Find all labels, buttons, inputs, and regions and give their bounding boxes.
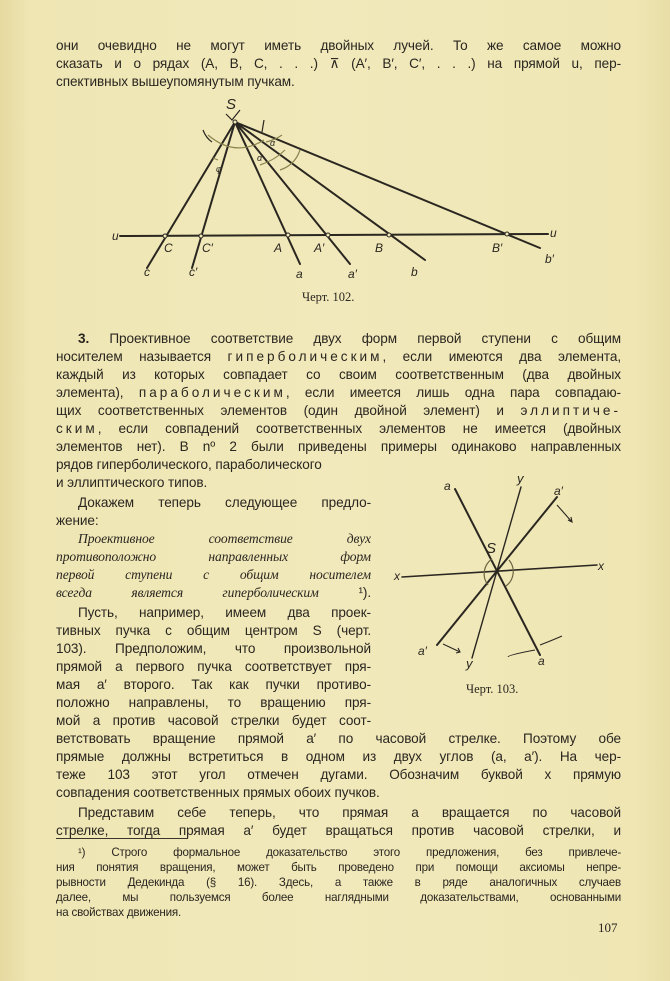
fig102-label-B: B	[375, 241, 384, 255]
footnote-line: ния понятия вращения, может быть проведено при помощи аксиомы непре-	[56, 861, 621, 874]
fig103-label-x-right: x	[598, 559, 604, 573]
fig102-label-b-prime: b′	[545, 252, 554, 266]
figure-102-caption: Черт. 102.	[302, 290, 355, 304]
fig102-angle-phi: φ	[216, 164, 222, 174]
section-3-line: ским, если совпадений соответственных элементов не имеется (двойных	[56, 421, 621, 436]
section-3-line: элементов нет). В nº 2 были приведены примеры одинаково направленных	[56, 439, 621, 454]
fig102-label-S: S	[226, 96, 237, 113]
footnote-line: ¹) Строго формальное доказательство этого предложения, без привлече-	[78, 846, 621, 859]
fig103-label-y-top: y	[517, 471, 524, 486]
proof-line: Пусть, например, имеем два проек-	[78, 605, 371, 620]
term-elliptic: эллиптиче-	[520, 403, 621, 418]
paragraph-line: стрелке, тогда прямая a′ будет вращаться против часовой стрелки, и	[56, 823, 621, 838]
text-line: спективных вышеупомянутым пучкам.	[56, 74, 295, 89]
fig102-label-c: c	[144, 265, 150, 279]
fig102-label-c-prime: c′	[189, 265, 198, 279]
figure-103-caption: Черт. 103.	[466, 682, 519, 696]
proposition-statement: первой ступени с общим носителем	[56, 567, 371, 582]
section-3-line: носителем называется гиперболическим, если имеются два элемента,	[56, 349, 621, 364]
fig103-label-y-bottom: y	[466, 656, 473, 671]
proof-line: совпадения соответственных прямых обоих пучков.	[56, 785, 380, 800]
footnote-line: рывности Дедекинда (§ 16). Здесь, а также в ряде аналогичных случаев	[56, 876, 621, 889]
term-hyperbolic: гиперболическим	[227, 349, 383, 364]
proposition-intro: жение:	[56, 513, 99, 528]
proof-line: теже 103 этот угол отмечен дугами. Обозначим буквой x прямую	[56, 767, 621, 782]
proof-line: ветствовать вращение прямой a′ по часовой стрелке. Поэтому обе	[56, 731, 621, 746]
footnote-line: далее, мы пользуемся более наглядными доказательствами, основанными	[56, 891, 621, 904]
text-line: они очевидно не могут иметь двойных лучей. То же самое можно	[56, 38, 621, 53]
footnote-divider	[56, 838, 188, 839]
fig102-label-A-prime: A′	[314, 241, 325, 255]
text-line: сказать и о рядах (A, B, C, . . .) ⊼ (A′, B′, C′, . . .) на прямой u, пер-	[56, 56, 621, 71]
fig102-label-B-prime: B′	[492, 241, 503, 255]
section-3-line: каждый из которых совпадает со своим соответственным (два двойных	[56, 367, 621, 382]
page-number: 107	[598, 920, 618, 935]
proof-line: тивных пучка с общим центром S (черт.	[56, 623, 371, 638]
section-3-line: и эллиптического типов.	[56, 475, 208, 490]
fig103-label-x-left: x	[394, 569, 400, 583]
fig103-label-a-prime-bottom: a′	[418, 644, 427, 658]
proof-line: мая a′ второго. Так как пучки противо-	[56, 677, 371, 692]
fig102-label-u-left: u	[112, 229, 119, 243]
fig103-label-S: S	[486, 540, 497, 557]
section-number: 3.	[78, 331, 90, 346]
proof-line: положно направлены, то вращению пря-	[56, 695, 371, 710]
footnote-line: на свойствах движения.	[56, 906, 182, 919]
section-3-line: щих соответственных элементов (один двойной элемент) и эллиптиче-	[56, 403, 621, 418]
fig102-label-C-prime: C′	[202, 241, 213, 255]
section-3-line: рядов гиперболического, параболического	[56, 457, 322, 472]
fig103-label-a-prime-top: a′	[554, 484, 563, 498]
proposition-statement: Проективное соответствие двух	[78, 531, 371, 546]
fig102-label-C: C	[164, 241, 173, 255]
proposition-statement: всегда является гиперболическим ¹).	[56, 585, 371, 600]
proposition-statement: противоположно направленных форм	[56, 549, 371, 564]
proof-line: прямой a первого пучка соответствует пря-	[56, 659, 371, 674]
fig102-label-b: b	[411, 265, 418, 279]
fig102-label-a-prime: a′	[348, 267, 357, 281]
section-3-line: элемента), параболическим, если имеется лишь одна пара совпадаю-	[56, 385, 621, 400]
paragraph-line: Представим себе теперь, что прямая a вращается по часовой	[78, 805, 621, 820]
proposition-intro: Докажем теперь следующее предло-	[78, 495, 371, 510]
section-3-line: 3. Проективное соответствие двух форм первой ступени с общим	[78, 331, 621, 346]
term-parabolic: параболическим	[138, 385, 286, 400]
proof-line: прямые должны встретиться в одном из двух углов (a, a′). На чер-	[56, 749, 621, 764]
footnote-ref[interactable]: ¹).	[358, 585, 371, 600]
fig103-label-a-top: a	[444, 479, 451, 493]
fig102-angle-alpha-1: α	[257, 153, 263, 163]
proof-line: 103). Предположим, что произвольной	[56, 641, 371, 656]
fig102-label-u-right: u	[550, 226, 557, 240]
proof-line: мой a против часовой стрелки будет соот-	[56, 713, 371, 728]
fig102-label-A: A	[274, 241, 283, 255]
fig103-label-a-bottom: a	[538, 654, 545, 668]
fig102-label-a: a	[296, 267, 303, 281]
fig102-angle-alpha-2: α	[270, 138, 276, 148]
